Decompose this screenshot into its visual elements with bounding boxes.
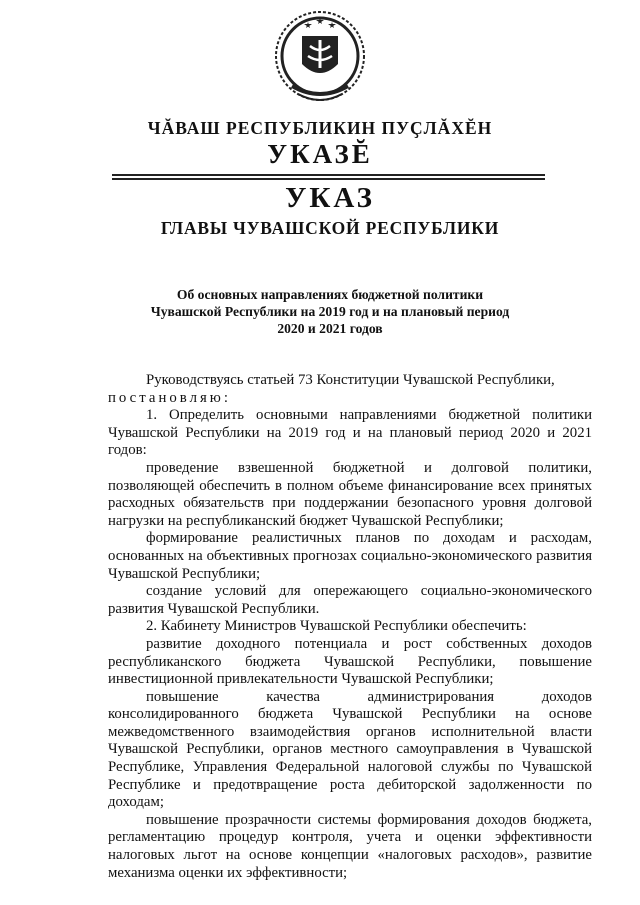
item-1-a: проведение взвешенной бюджетной и долговой политики, позволяющей обеспечить в полном объеме финансирование всех принятых расходных обязательств при поддержании безопасного уровня долговой нагрузки на республиканский бюджет Чувашской Республики;	[108, 459, 592, 529]
document-body	[108, 372, 592, 882]
header-rule-bottom	[112, 178, 545, 180]
intro-paragraph: Руководствуясь статьей 73 Конституции Чувашской Республики,	[146, 372, 555, 388]
item-2: 2. Кабинету Министров Чувашской Республики обеспечить:	[146, 618, 527, 635]
item-2-b: повышение качества администрирования доходов консолидированного бюджета Чувашской Республики на основе межведомственного взаимодействия органов исполнительной власти Чувашской Республики, органов местного самоуправления в Чувашской Республике, Управления Федеральной налоговой службы по Чувашской Республике и предотвращение роста дебиторской задолженности по доходам;	[108, 688, 592, 811]
chuvash-header-line: ЧĂВАШ РЕСПУБЛИКИН ПУҪЛĂХĔН	[147, 118, 493, 138]
chuvash-title: УКАЗĔ	[267, 139, 373, 169]
item-2-a: развитие доходного потенциала и рост собственных доходов республиканского бюджета Чувашской Республики, повышение инвестиционной привлекательности Чувашской Республики;	[108, 635, 592, 688]
heading-line-2: Чувашской Республики на 2019 год и на плановый период	[150, 304, 510, 319]
decree-keyword: постановляю:	[108, 389, 231, 406]
coat-of-arms-icon	[272, 6, 368, 108]
document-heading	[90, 286, 570, 337]
item-1: 1. Определить основными направлениями бюджетной политики Чувашской Республики на 2019 год и на плановый период 2020 и 2021 годов:	[108, 407, 592, 459]
russian-subtitle: ГЛАВЫ ЧУВАШСКОЙ РЕСПУБЛИКИ	[160, 218, 500, 238]
header-rule-top	[112, 174, 545, 176]
heading-line-1: Об основных направлениях бюджетной политики	[176, 287, 484, 302]
item-1-b: формирование реалистичных планов по доходам и расходам, основанных на объективных прогнозах социально-экономического развития Чувашской Республики;	[108, 530, 592, 582]
russian-title: УКАЗ	[285, 182, 375, 214]
item-2-c: повышение прозрачности системы формирования доходов бюджета, регламентацию процедур контроля, учета и оценки эффективности налоговых льгот на основе концепции «налоговых расходов», развитие механизма оценки их эффективности;	[108, 811, 592, 881]
item-1-c: создание условий для опережающего социально-экономического развития Чувашской Республики.	[108, 583, 592, 617]
heading-line-3: 2020 и 2021 годов	[277, 321, 383, 336]
